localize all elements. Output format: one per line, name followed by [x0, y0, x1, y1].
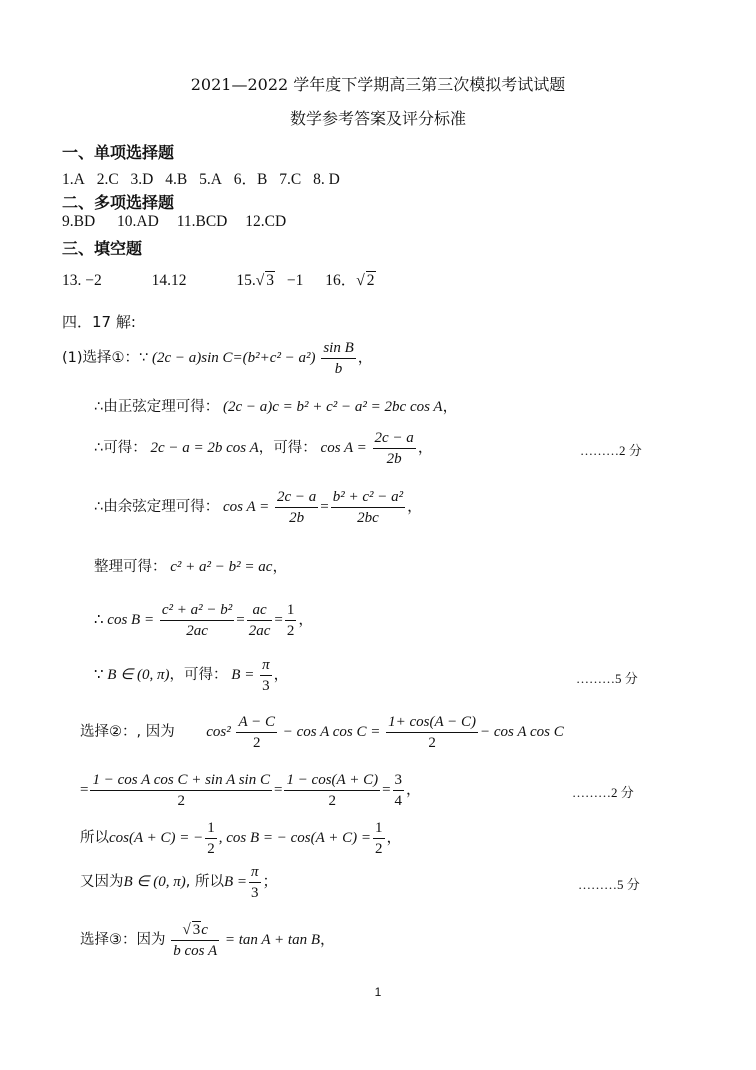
- fraction: $\frac{1}{2}$: [375, 820, 383, 857]
- answer-item: 16．√ 2: [325, 272, 375, 289]
- answer-item: 15.√ 3 −1: [236, 272, 304, 289]
- answer-item: 6．B: [233, 171, 268, 188]
- solution-line-2: ∴由正弦定理可得： (2c − a)c = b² + c² − a² = 2bc cos A，: [94, 399, 458, 415]
- fraction: $\frac{\pi}{3}$: [262, 657, 270, 694]
- fraction: $\frac{2c - a}{2b}$: [374, 430, 414, 467]
- fraction: $\frac{1 - \cos(A + C)}{2}$: [286, 772, 379, 809]
- answer-item: 12.CD: [245, 213, 287, 230]
- section-heading-multi-choice: 二、多项选择题: [62, 193, 175, 212]
- fraction: $\frac{1+ \cos(A - C)}{2}$: [388, 714, 477, 751]
- solution-line-11: 又因为B ∈ (0, π), 所以B = $\frac{\pi}{3}$ ；: [80, 864, 278, 901]
- answer-item: 11.BCD: [176, 213, 228, 230]
- answer-item: 5.A: [199, 171, 222, 188]
- score-marker: ………2 分: [572, 785, 634, 800]
- fraction: $\frac{\text{c² + a² − b²}}{2ac}$: [161, 602, 233, 639]
- answer-item: 13. −2: [62, 272, 102, 289]
- answer-item: 2.C: [96, 171, 119, 188]
- fraction: $\frac{\text{1 − cos A cos C + sin A sin C}}{2}$: [92, 772, 270, 809]
- fraction: $\frac{\pi}{3}$: [251, 864, 259, 901]
- score-marker: ………2 分: [580, 443, 642, 458]
- score-marker: ………5 分: [576, 671, 638, 686]
- solution-line-1: (1)选择①：∵ (2c − a)sin C=(b²+c² − a²) $\frac{\text{sin B}}{b}$ ，: [62, 340, 373, 377]
- answer-item: 4.B: [165, 171, 188, 188]
- solution-line-5: 整理可得： c² + a² − b² = ac，: [94, 559, 288, 575]
- solution-line-3: ∴可得： 2c − a = 2b cos A，可得： cos A = $\frac{2c - a}{2b}$ ，: [94, 430, 433, 467]
- fraction: $\frac{\text{b² + c² − a²}}{2bc}$: [332, 489, 404, 526]
- score-marker: ………5 分: [578, 877, 640, 892]
- answer-item: 3.D: [130, 171, 154, 188]
- fraction: $\frac{1}{2}$: [286, 602, 295, 639]
- document-title: 2021—2022 学年度下学期高三第三次模拟考试试题: [190, 75, 566, 94]
- fraction: $\frac{2c - a}{2b}$: [276, 489, 317, 526]
- solution-line-9: = $\frac{\text{1 − cos A cos C + sin A sin C}}{2}$ = $\frac{1 - \cos(A + C)}{2}$ = $\frac{3}{4}$ ，: [80, 772, 422, 809]
- answer-item: 8. D: [313, 171, 340, 188]
- multi-choice-answers: [62, 213, 294, 231]
- section-heading-single-choice: 一、单项选择题: [62, 143, 175, 162]
- fill-blank-answers: [62, 268, 392, 290]
- single-choice-answers: [62, 167, 348, 189]
- solution-line-12: 选择③：因为 $\frac{√ 3c}{\text{b cos A}}$ = tan A + tan B，: [80, 922, 336, 959]
- fraction: $\frac{ac}{2ac}$: [248, 602, 271, 639]
- section-heading-problem-17: 四．17 解:: [62, 313, 136, 331]
- fraction: $\frac{A - C}{2}$: [238, 714, 275, 751]
- solution-line-4: ∴由余弦定理可得： cos A = $\frac{2c - a}{2b}$ = $\frac{\text{b² + c² − a²}}{2bc}$ ，: [94, 489, 423, 526]
- answer-item: 9.BD: [62, 213, 96, 230]
- solution-line-10: 所以cos(A + C) = − $\frac{1}{2}$ , cos B = − cos(A + C) = $\frac{1}{2}$ ，: [80, 820, 402, 857]
- section-heading-fill-blank: 三、填空题: [62, 239, 143, 258]
- document-subtitle: 数学参考答案及评分标准: [289, 109, 466, 128]
- solution-line-8: 选择②：, 因为 cos² $\frac{A - C}{2}$ − cos A cos C = $\frac{1+ \cos(A - C)}{2}$ − cos A cos C: [80, 714, 564, 751]
- solution-line-7: ∵ B ∈ (0, π)，可得： B = $\frac{\pi}{3}$ ，: [94, 657, 289, 694]
- answer-item: 14.12: [151, 272, 187, 289]
- answer-item: 7.C: [279, 171, 302, 188]
- fraction: $\frac{√ 3c}{\text{b cos A}}$: [173, 922, 218, 959]
- fraction: $\frac{\text{sin B}}{b}$: [323, 340, 354, 377]
- solution-line-6: ∴ cos B = $\frac{\text{c² + a² − b²}}{2ac}$ = $\frac{ac}{2ac}$ = $\frac{1}{2}$ ，: [94, 602, 314, 639]
- fraction: $\frac{1}{2}$: [207, 820, 215, 857]
- page-number: 1: [374, 985, 382, 999]
- answer-item: 10.AD: [117, 213, 159, 230]
- answer-item: 1.A: [62, 171, 85, 188]
- fraction: $\frac{3}{4}$: [394, 772, 403, 809]
